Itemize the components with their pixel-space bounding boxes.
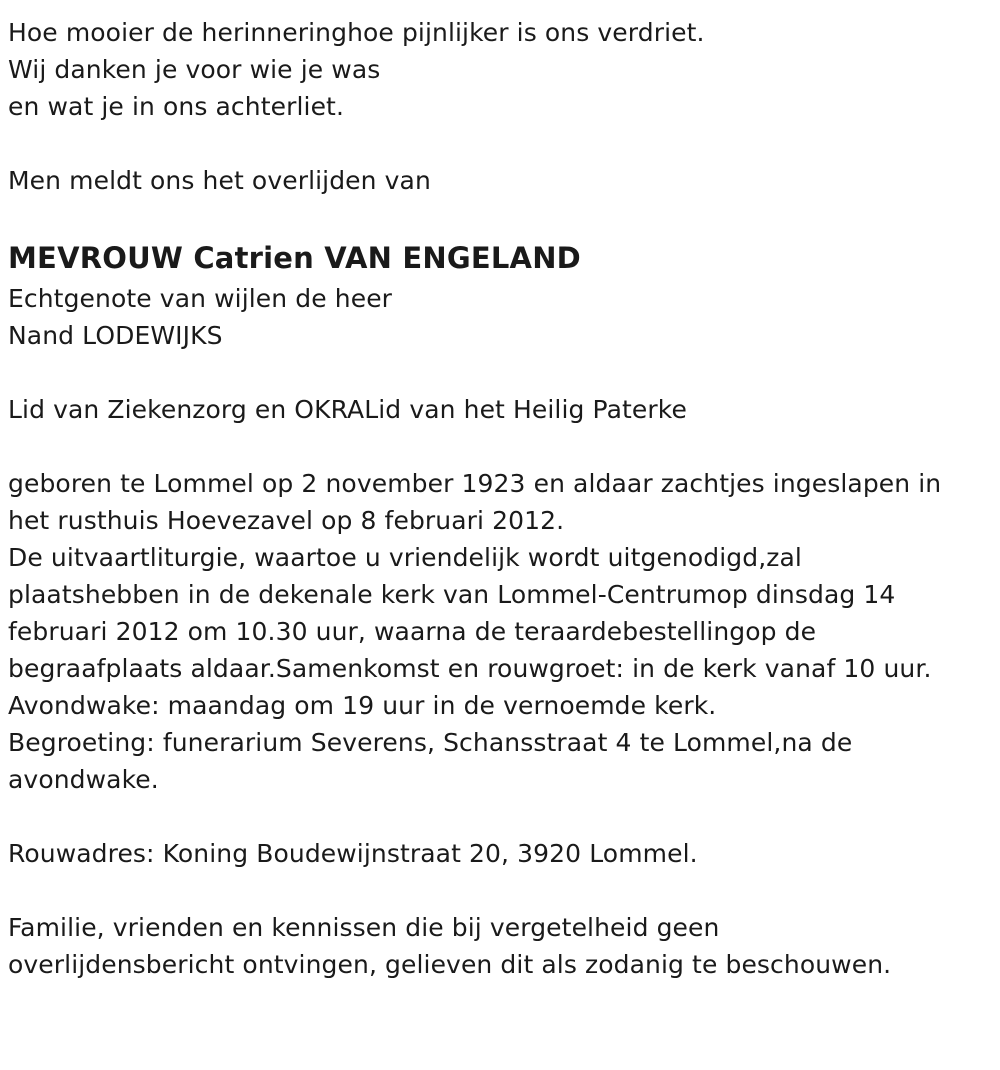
spacer-after-details <box>8 798 992 835</box>
spacer-after-poem <box>8 125 992 162</box>
deceased-name-block <box>8 236 992 280</box>
spacer-after-address <box>8 872 992 909</box>
poem-line-3: en wat je in ons achterliet. <box>8 92 345 121</box>
details-line-6: begraafplaats aldaar.Samenkomst en rouwgroet: in de kerk vanaf 10 uur. <box>8 654 932 683</box>
memberships-text: Lid van Ziekenzorg en OKRALid van het Heilig Paterke <box>8 395 687 424</box>
mourning-address-text: Rouwadres: Koning Boudewijnstraat 20, 3920 Lommel. <box>8 839 698 868</box>
details-line-9: avondwake. <box>8 765 159 794</box>
spacer-after-announcement <box>8 199 992 236</box>
closing-line-1: Familie, vrienden en kennissen die bij vergetelheid geen <box>8 913 720 942</box>
announcement-block <box>8 162 992 199</box>
memberships-block <box>8 391 992 428</box>
details-line-4: plaatshebben in de dekenale kerk van Lommel-Centrumop dinsdag 14 <box>8 580 896 609</box>
announcement-text: Men meldt ons het overlijden van <box>8 166 431 195</box>
poem-block <box>8 14 992 125</box>
details-line-8: Begroeting: funerarium Severens, Schansstraat 4 te Lommel,na de <box>8 728 853 757</box>
closing-line-2: overlijdensbericht ontvingen, gelieven dit als zodanig te beschouwen. <box>8 950 892 979</box>
details-line-3: De uitvaartliturgie, waartoe u vriendelijk wordt uitgenodigd,zal <box>8 543 802 572</box>
details-line-7: Avondwake: maandag om 19 uur in de vernoemde kerk. <box>8 691 717 720</box>
poem-line-1: Hoe mooier de herinneringhoe pijnlijker is ons verdriet. <box>8 18 705 47</box>
spacer-after-memberships <box>8 428 992 465</box>
closing-block <box>8 909 992 983</box>
deceased-name: MEVROUW Catrien VAN ENGELAND <box>8 241 581 275</box>
details-block <box>8 465 992 798</box>
mourning-address-block <box>8 835 992 872</box>
details-line-2: het rusthuis Hoevezavel op 8 februari 2012. <box>8 506 565 535</box>
spouse-line-2: Nand LODEWIJKS <box>8 321 223 350</box>
details-line-5: februari 2012 om 10.30 uur, waarna de teraardebestellingop de <box>8 617 817 646</box>
spacer-after-spouse <box>8 354 992 391</box>
spouse-line-1: Echtgenote van wijlen de heer <box>8 284 393 313</box>
poem-line-2: Wij danken je voor wie je was <box>8 55 381 84</box>
spouse-block <box>8 280 992 354</box>
details-line-1: geboren te Lommel op 2 november 1923 en aldaar zachtjes ingeslapen in <box>8 469 942 498</box>
